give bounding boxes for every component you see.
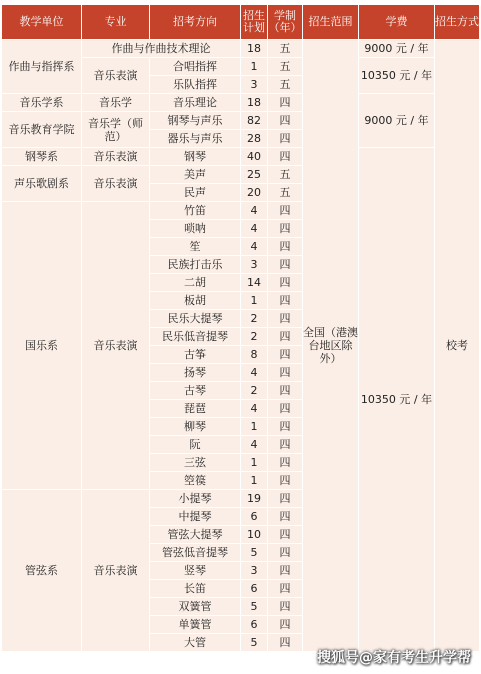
header-major: 专业 <box>82 5 150 40</box>
cell-plan: 8 <box>241 346 268 364</box>
header-scope: 招生范围 <box>303 5 359 40</box>
cell-duration: 五 <box>268 40 303 58</box>
cell-direction: 单簧管 <box>150 616 241 634</box>
cell-plan: 82 <box>241 112 268 130</box>
cell-duration: 四 <box>268 598 303 616</box>
cell-direction: 管弦低音提琴 <box>150 544 241 562</box>
cell-duration: 四 <box>268 382 303 400</box>
cell-unit: 音乐教育学院 <box>2 112 82 148</box>
header-direction: 招考方向 <box>150 5 241 40</box>
cell-direction: 钢琴与声乐 <box>150 112 241 130</box>
cell-plan: 4 <box>241 364 268 382</box>
cell-direction: 乐队指挥 <box>150 76 241 94</box>
cell-direction: 长笛 <box>150 580 241 598</box>
table-row <box>2 94 480 112</box>
cell-direction: 管弦大提琴 <box>150 526 241 544</box>
cell-direction: 柳琴 <box>150 418 241 436</box>
cell-major: 音乐学（师范） <box>82 112 150 148</box>
cell-duration: 四 <box>268 238 303 256</box>
cell-unit: 音乐学系 <box>2 94 82 112</box>
cell-duration: 四 <box>268 400 303 418</box>
cell-plan: 14 <box>241 274 268 292</box>
cell-duration: 四 <box>268 346 303 364</box>
cell-duration: 四 <box>268 112 303 130</box>
cell-plan: 28 <box>241 130 268 148</box>
cell-major: 音乐表演 <box>82 148 150 166</box>
cell-plan: 5 <box>241 634 268 652</box>
cell-direction: 民乐大提琴 <box>150 310 241 328</box>
cell-direction: 中提琴 <box>150 508 241 526</box>
cell-major: 音乐表演 <box>82 58 150 94</box>
cell-direction: 三弦 <box>150 454 241 472</box>
cell-duration: 四 <box>268 436 303 454</box>
cell-duration: 四 <box>268 490 303 508</box>
cell-direction: 笙 <box>150 238 241 256</box>
cell-direction: 琵琶 <box>150 400 241 418</box>
cell-direction: 钢琴 <box>150 148 241 166</box>
cell-direction: 唢呐 <box>150 220 241 238</box>
cell-duration: 四 <box>268 328 303 346</box>
header-plan: 招生计划 <box>241 5 268 40</box>
cell-plan: 3 <box>241 562 268 580</box>
cell-plan: 20 <box>241 184 268 202</box>
cell-plan: 25 <box>241 166 268 184</box>
cell-unit: 作曲与指挥系 <box>2 40 82 94</box>
cell-direction: 扬琴 <box>150 364 241 382</box>
cell-fee: 10350 元 / 年 <box>359 148 435 652</box>
cell-method: 校考 <box>435 40 480 652</box>
header-duration: 学制（年） <box>268 5 303 40</box>
cell-direction: 音乐理论 <box>150 94 241 112</box>
cell-duration: 四 <box>268 472 303 490</box>
cell-direction: 民声 <box>150 184 241 202</box>
cell-plan: 4 <box>241 202 268 220</box>
cell-plan: 2 <box>241 310 268 328</box>
cell-fee: 9000 元 / 年 <box>359 40 435 58</box>
cell-duration: 四 <box>268 562 303 580</box>
cell-plan: 6 <box>241 580 268 598</box>
cell-direction: 竹笛 <box>150 202 241 220</box>
cell-duration: 四 <box>268 148 303 166</box>
cell-plan: 6 <box>241 616 268 634</box>
cell-duration: 五 <box>268 184 303 202</box>
cell-plan: 10 <box>241 526 268 544</box>
cell-direction: 二胡 <box>150 274 241 292</box>
cell-duration: 四 <box>268 634 303 652</box>
cell-scope: 全国（港澳台地区除外） <box>303 40 359 652</box>
cell-duration: 四 <box>268 544 303 562</box>
cell-plan: 1 <box>241 58 268 76</box>
header-row <box>2 5 480 40</box>
cell-direction: 阮 <box>150 436 241 454</box>
cell-plan: 4 <box>241 238 268 256</box>
header-fee: 学费 <box>359 5 435 40</box>
cell-unit: 钢琴系 <box>2 148 82 166</box>
cell-duration: 五 <box>268 76 303 94</box>
cell-direction: 双簧管 <box>150 598 241 616</box>
header-method: 招生方式 <box>435 5 480 40</box>
cell-major: 音乐表演 <box>82 490 150 652</box>
cell-plan: 2 <box>241 328 268 346</box>
cell-plan: 1 <box>241 454 268 472</box>
cell-duration: 四 <box>268 220 303 238</box>
cell-plan: 3 <box>241 256 268 274</box>
cell-duration: 四 <box>268 580 303 598</box>
cell-plan: 4 <box>241 436 268 454</box>
cell-direction: 箜篌 <box>150 472 241 490</box>
cell-direction: 器乐与声乐 <box>150 130 241 148</box>
cell-duration: 四 <box>268 616 303 634</box>
cell-duration: 四 <box>268 526 303 544</box>
table-row <box>2 40 480 58</box>
cell-duration: 四 <box>268 364 303 382</box>
cell-duration: 四 <box>268 274 303 292</box>
cell-plan: 4 <box>241 220 268 238</box>
cell-duration: 五 <box>268 166 303 184</box>
cell-duration: 五 <box>268 58 303 76</box>
cell-direction: 古筝 <box>150 346 241 364</box>
cell-duration: 四 <box>268 292 303 310</box>
table-row <box>2 148 480 166</box>
cell-plan: 40 <box>241 148 268 166</box>
cell-plan: 19 <box>241 490 268 508</box>
watermark: 搜狐号@家有考生升学帮 <box>317 650 471 666</box>
cell-duration: 四 <box>268 94 303 112</box>
cell-plan: 4 <box>241 400 268 418</box>
cell-direction: 竖琴 <box>150 562 241 580</box>
cell-duration: 四 <box>268 508 303 526</box>
cell-plan: 1 <box>241 292 268 310</box>
cell-direction: 美声 <box>150 166 241 184</box>
cell-duration: 四 <box>268 202 303 220</box>
cell-duration: 四 <box>268 310 303 328</box>
cell-direction: 大管 <box>150 634 241 652</box>
cell-plan: 3 <box>241 76 268 94</box>
header-unit: 教学单位 <box>2 5 82 40</box>
cell-plan: 5 <box>241 598 268 616</box>
cell-fee: 9000 元 / 年 <box>359 94 435 148</box>
cell-direction: 合唱指挥 <box>150 58 241 76</box>
cell-plan: 2 <box>241 382 268 400</box>
cell-direction: 板胡 <box>150 292 241 310</box>
cell-unit: 声乐歌剧系 <box>2 166 82 202</box>
cell-plan: 6 <box>241 508 268 526</box>
cell-plan: 1 <box>241 418 268 436</box>
cell-major: 音乐表演 <box>82 202 150 490</box>
cell-unit: 国乐系 <box>2 202 82 490</box>
cell-plan: 5 <box>241 544 268 562</box>
cell-duration: 四 <box>268 454 303 472</box>
cell-duration: 四 <box>268 130 303 148</box>
cell-duration: 四 <box>268 256 303 274</box>
cell-major: 作曲与作曲技术理论 <box>82 40 241 58</box>
cell-plan: 18 <box>241 94 268 112</box>
cell-major: 音乐学 <box>82 94 150 112</box>
cell-direction: 古琴 <box>150 382 241 400</box>
cell-direction: 民族打击乐 <box>150 256 241 274</box>
cell-major: 音乐表演 <box>82 166 150 202</box>
enrollment-table <box>1 4 480 652</box>
cell-duration: 四 <box>268 418 303 436</box>
cell-unit: 管弦系 <box>2 490 82 652</box>
cell-fee: 10350 元 / 年 <box>359 58 435 94</box>
cell-plan: 18 <box>241 40 268 58</box>
cell-direction: 民乐低音提琴 <box>150 328 241 346</box>
cell-direction: 小提琴 <box>150 490 241 508</box>
cell-plan: 1 <box>241 472 268 490</box>
